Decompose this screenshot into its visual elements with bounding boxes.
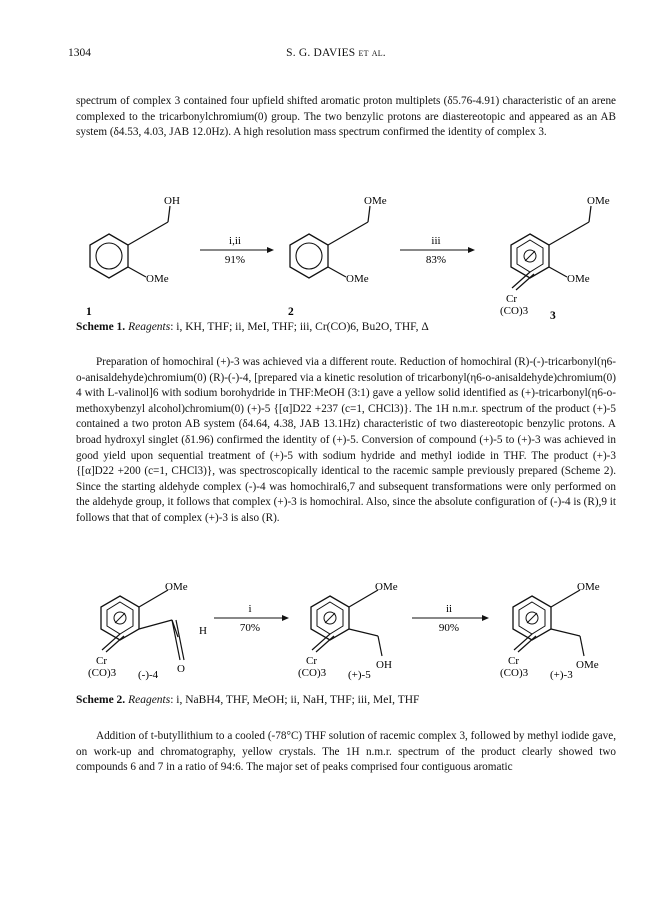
hydroxyl-label-5: OH	[376, 659, 392, 671]
compound-1-structure	[86, 195, 180, 318]
arrow-1-yield: 91%	[224, 254, 246, 266]
compound-number-3: 3	[550, 310, 556, 322]
chromium-label-3b: Cr	[508, 655, 519, 667]
arrow-1-reagents: i,ii	[229, 235, 241, 247]
arrow-4-yield: 90%	[438, 622, 460, 634]
methoxy-label-3c: OMe	[577, 581, 600, 593]
arrow-4-reagents: ii	[445, 603, 453, 615]
carbonyl-label: (CO)3	[500, 305, 529, 317]
compound-number-1: 1	[86, 306, 92, 318]
arrow-3-yield: 70%	[239, 622, 261, 634]
scheme-1	[60, 190, 630, 335]
compound-3b-structure	[500, 581, 600, 681]
reaction-arrow-3	[214, 603, 289, 634]
methoxy-label-3a: OMe	[587, 195, 610, 207]
page-number: 1304	[68, 47, 91, 59]
methoxy-label-2b: OMe	[346, 273, 369, 285]
compound-3-structure	[500, 195, 610, 322]
methoxy-label-3b: OMe	[567, 273, 590, 285]
scheme-1-caption: Scheme 1. Reagents: i, KH, THF; ii, MeI, THF; iii, Cr(CO)6, Bu2O, THF, Δ	[76, 321, 429, 333]
arrow-3-reagents: i	[248, 603, 252, 615]
hydroxyl-label: OH	[164, 195, 180, 207]
compound-4-structure	[88, 581, 207, 681]
compound-5-structure	[298, 581, 398, 681]
running-head: S. G. DAVIES et al.	[286, 47, 386, 59]
aldehyde-o-label: O	[177, 663, 185, 675]
compound-label-5: (+)-5	[348, 669, 371, 681]
scheme-2	[60, 574, 630, 695]
methoxy-label-4: OMe	[165, 581, 188, 593]
arrow-2-yield: 83%	[425, 254, 447, 266]
carbonyl-label-5: (CO)3	[298, 667, 327, 679]
carbonyl-label-3b: (CO)3	[500, 667, 529, 679]
compound-2-structure	[288, 195, 387, 318]
arrow-2-reagents: iii	[431, 235, 441, 247]
methoxy-label-5: OMe	[375, 581, 398, 593]
methoxy-label-2a: OMe	[364, 195, 387, 207]
compound-label-4: (-)-4	[138, 669, 159, 681]
methoxy-label-1: OMe	[146, 273, 169, 285]
chromium-label-5: Cr	[306, 655, 317, 667]
reaction-arrow-2	[400, 235, 475, 266]
carbonyl-label-4: (CO)3	[88, 667, 117, 679]
paragraph-1: spectrum of complex 3 contained four upfield shifted aromatic proton multiplets (δ5.76-4.91) characteristic of an arene complexed to the tricarbonylchromium(0) group. The two benzylic protons are diastereotopic and appeared as an AB system (δ4.53, 4.03, JAB 12.0Hz). A high resolution mass spectrum confirmed the identity of complex 3.	[76, 95, 616, 139]
compound-number-2: 2	[288, 306, 294, 318]
aldehyde-h-label: H	[199, 625, 207, 637]
chromium-label: Cr	[506, 293, 517, 305]
paragraph-2: Preparation of homochiral (+)-3 was achieved via a different route. Reduction of homochiral (R)-(-)-tricarbonyl(η6-o-anisaldehyde)chromium(0) (R)-(-)-4, [prepared via a kinetic resolution of tricarbonyl(η6-o-anisaldehyde)chromium(0) 4 with L-valinol]6 with sodium borohydride in THF:MeOH (3:1) gave a yellow solid identified as (+)-tricarbonyl(η6-o-methoxybenzyl alcohol)chromium(0) (+)-5 {[α]D22 +237 (c=1, CHCl3)}. The 1H n.m.r. spectrum of the product (+)-5 contained a two proton AB system (δ4.64, 4.38, JAB 13.1Hz) characteristic of two diastereotopic benzylic protons. A broad hydroxyl singlet (δ1.96) confirmed the identity of (+)-5. Conversion of compound (+)-5 to (+)-3 was achieved in good yield upon sequential treatment of (+)-5 with sodium hydride and methyl iodide in THF. The product (+)-3 {[α]D22 +200 (c=1, CHCl3)}, was spectroscopically identical to the racemic sample previously prepared (Scheme 2). Since the starting aldehyde complex (-)-4 was homochiral6,7 and subsequent transformations were only performed on the aldehyde group, it follows that complex (+)-3 is homochiral. Also, since the absolute configuration of (-)-4 is (R),9 it follows that that of complex (+)-3 is also (R).	[76, 356, 616, 524]
chromium-label-4: Cr	[96, 655, 107, 667]
compound-label-3b: (+)-3	[550, 669, 573, 681]
paragraph-3: Addition of t-butyllithium to a cooled (-78°C) THF solution of racemic complex 3, followed by methyl iodide gave, on work-up and chromatography, yellow crystals. The 1H n.m.r. spectrum of the product clearly showed two compounds 6 and 7 in a ratio of 94:6. The major set of peaks comprised four contiguous aromatic	[76, 730, 616, 774]
reaction-arrow-1	[200, 235, 274, 266]
methoxy-label-3d: OMe	[576, 659, 599, 671]
scheme-2-caption: Scheme 2. Reagents: i, NaBH4, THF, MeOH; ii, NaH, THF; iii, MeI, THF	[76, 694, 420, 706]
reaction-arrow-4	[412, 603, 489, 634]
